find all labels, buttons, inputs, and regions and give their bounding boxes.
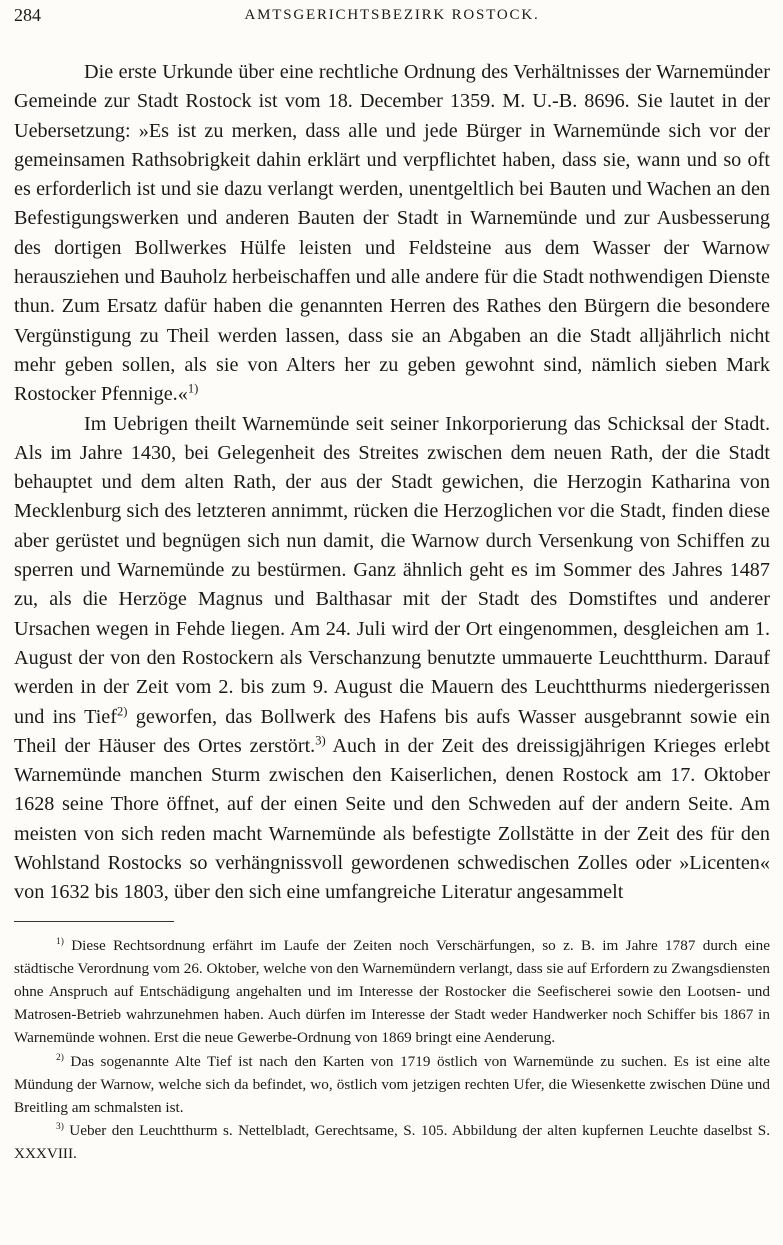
footnote-1: [14, 934, 770, 1050]
footnote-2: [14, 1050, 770, 1120]
running-title: AMTSGERICHTSBEZIRK ROSTOCK.: [244, 7, 540, 23]
footnote-3-text: Ueber den Leuchtthurm s. Nettelbladt, Gerechtsame, S. 105. Abbildung der alten kupfernen Leuchte daselbst S. XXXVIII.: [14, 1122, 770, 1163]
footnote-divider: [14, 921, 174, 922]
page-header: [14, 0, 770, 36]
footnote-2-text: Das sogenannte Alte Tief ist nach den Karten von 1719 östlich von Warnemünde zu suchen. Es ist eine alte Mündung der Warnow, welche sich da befindet, wo, östlich vom jetzigen rechten Ufer, die Wiesenkette zwischen Düne und Breitling am schmalsten ist.: [14, 1052, 770, 1117]
main-text: [14, 58, 770, 908]
paragraph-1-text: Die erste Urkunde über eine rechtliche Ordnung des Verhältnisses der Warnemünder Gemeinde zur Stadt Rostock ist vom 18. December 1359. M. U.-B. 8696. Sie lautet in der Uebersetzung: »Es ist zu merken, dass alle und jede Bürger in Warnemünde sich vor der gemeinsamen Rathsobrigkeit dahin erklärt und verpflichtet haben, dass sie, wann und so oft es erforderlich ist und sie dazu verlangt werden, unentgeltlich bei Bauten und Wachen an den Befestigungswerken und anderen Bauten der Stadt in Warnemünde und zur Ausbesserung des dortigen Bollwerkes Hülfe leisten und Feldsteine aus dem Wasser der Warnow herausziehen und Bauholz herbeischaffen und alle andere für die Stadt nothwendigen Dienste thun. Zum Ersatz dafür haben die genannten Herren des Rathes den Bürgern die besondere Vergünstigung zu Theil werden lassen, dass sie an Abgaben an die Stadt alljährlich nicht mehr geben sollen, als sie von Alters her zu geben gewohnt sind, nämlich sieben Mark Rostocker Pfennige.«: [14, 61, 770, 406]
footnote-3: [14, 1119, 770, 1165]
footnote-ref-2[interactable]: 2): [116, 703, 128, 718]
footnotes: [14, 934, 770, 1166]
footnote-2-marker: 2): [56, 1052, 64, 1063]
footnote-3-marker: 3): [56, 1122, 64, 1133]
paragraph-1: [14, 58, 770, 410]
paragraph-2-text-b: geworfen, das Bollwerk des Hafens bis aufs Wasser ausgebrannt sowie ein Theil der Häuser des Ortes zerstört.: [14, 705, 770, 757]
footnote-1-marker: 1): [56, 936, 64, 947]
footnote-ref-3[interactable]: 3): [315, 733, 326, 748]
paragraph-2: [14, 410, 770, 908]
document-page: [14, 0, 770, 1166]
paragraph-2-text-c: Auch in der Zeit des dreissigjährigen Krieges erlebt Warnemünde manchen Sturm zwischen den Kaiserlichen, denen Rostock am 17. Oktober 1628 seine Thore öffnet, auf der einen Seite und den Schweden auf der andern Seite. Am meisten von sich reden macht Warnemünde als befestigte Zollstätte in der Zeit des für den Wohlstand Rostocks so verhängnissvoll gewordenen schwedischen Zolles oder »Licenten« von 1632 bis 1803, über den sich eine umfangreiche Literatur angesammelt: [14, 734, 770, 904]
page-number: 284: [14, 5, 41, 25]
footnote-1-text: Diese Rechtsordnung erfährt im Laufe der Zeiten noch Verschärfungen, so z. B. im Jahre 1787 durch eine städtische Verordnung vom 26. Oktober, welche von den Warnemündern verlangt, dass sie auf Erfordern zu Zwangsdiensten ohne Anspruch auf Entschädigung angehalten und im Interesse der Rostocker die Seefischerei sowie den Lootsen- und Matrosen-Betrieb wahrzunehmen haben. Auch dürfen im Interesse der Stadt weder Handwerker noch Schiffer bis 1867 in Warnemünde wohnen. Erst die neue Gewerbe-Ordnung von 1869 bringt eine Aenderung.: [14, 936, 770, 1047]
footnote-ref-1[interactable]: 1): [187, 381, 199, 396]
paragraph-2-text-a: Im Uebrigen theilt Warnemünde seit seiner Inkorporierung das Schicksal der Stadt. Als im Jahre 1430, bei Gelegenheit des Streites zwischen dem neuen Rath, der die Stadt behauptet und dem alten Rath, der aus der Stadt gewichen, die Herzogin Katharina von Mecklenburg sich des letzteren annimmt, rücken die Herzoglichen vor die Stadt, finden diese aber gerüstet und begnügen sich nun damit, die Warnow durch Versenkung von Schiffen zu sperren und Warnemünde zu bestürmen. Ganz ähnlich geht es im Sommer des Jahres 1487 zu, als die Herzöge Magnus und Balthasar mit der Stadt des Domstiftes und anderer Ursachen wegen in Fehde liegen. Am 24. Juli wird der Ort eingenommen, desgleichen am 1. August der von den Rostockern als Verschanzung benutzte ummauerte Leuchtthurm. Darauf werden in der Zeit vom 2. bis zum 9. August die Mauern des Leuchtthurms niedergerissen und ins Tief: [14, 412, 770, 728]
